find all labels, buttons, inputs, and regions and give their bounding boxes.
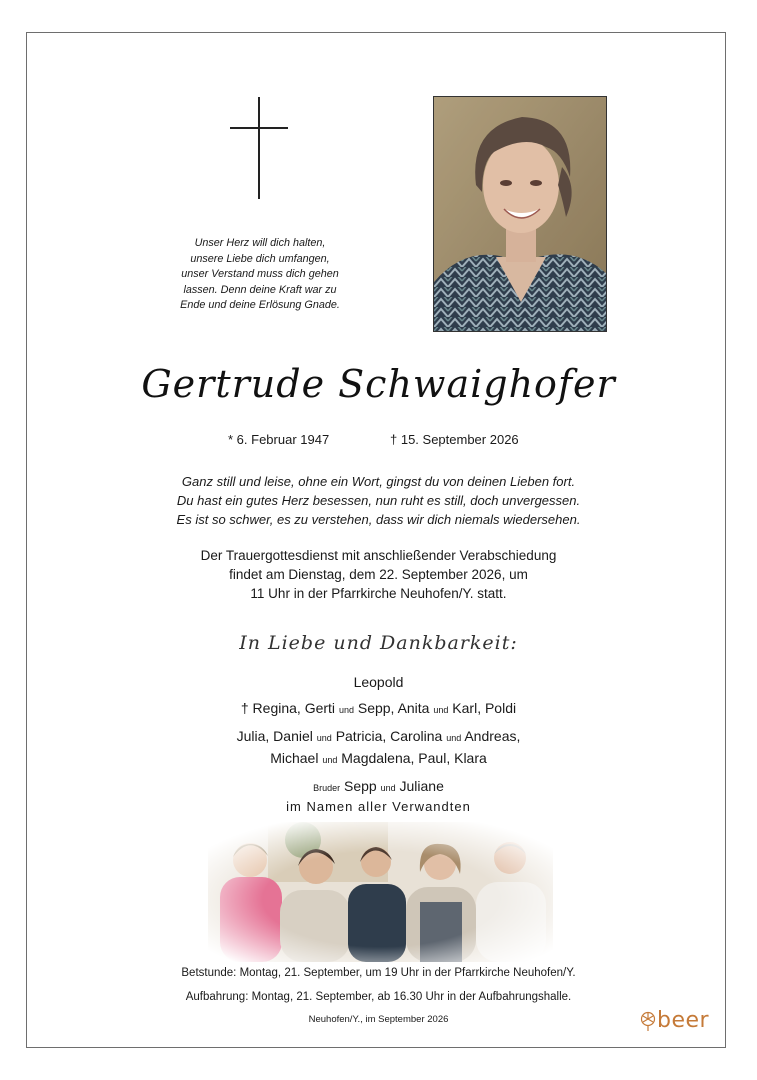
logo-text: beer: [657, 1008, 710, 1033]
service-line: Der Trauergottesdienst mit anschließender Verabschiedung: [200, 548, 557, 563]
death-date: † 15. September 2026: [390, 432, 519, 447]
mourners-list: [0, 672, 757, 798]
portrait-photo: [433, 96, 607, 332]
place-date: Neuhofen/Y., im September 2026: [308, 1014, 449, 1025]
poem: [0, 472, 757, 529]
service-line: findet am Dienstag, dem 22. September 2026, um: [229, 567, 528, 582]
note-prayer-hour: Betstunde: Montag, 21. September, um 19 Uhr in der Pfarrkirche Neuhofen/Y.: [181, 967, 576, 979]
mourner-line: † Regina, Gerti und Sepp, Anita und Karl, Poldi: [240, 700, 517, 716]
poem-line: Du hast ein gutes Herz besessen, nun ruht es still, doch unvergessen.: [176, 493, 581, 508]
verse-line: lassen. Denn deine Kraft war zu: [183, 283, 337, 296]
mourner-line: Michael und Magdalena, Paul, Klara: [270, 750, 487, 766]
note-laying-out: Aufbahrung: Montag, 21. September, ab 16.30 Uhr in der Aufbahrungshalle.: [185, 991, 572, 1003]
funeral-service-info: [0, 546, 757, 603]
verse-line: Unser Herz will dich halten,: [194, 237, 326, 249]
poem-line: Es ist so schwer, es zu verstehen, dass wir dich niemals wiedersehen.: [176, 512, 581, 527]
relatives-line: im Namen aller Verwandten: [286, 799, 471, 814]
mourner-spouse: Leopold: [353, 674, 404, 690]
verse-line: Ende und deine Erlösung Gnade.: [180, 299, 340, 311]
family-photo: [208, 822, 553, 962]
funeral-home-logo: [638, 1008, 718, 1034]
memorial-verse: [150, 236, 370, 314]
poem-line: Ganz still und leise, ohne ein Wort, gingst du von deinen Lieben fort.: [181, 474, 576, 489]
birth-date: * 6. Februar 1947: [228, 432, 330, 447]
service-line: 11 Uhr in der Pfarrkirche Neuhofen/Y. statt.: [250, 586, 507, 601]
notes: [0, 961, 757, 1009]
dandelion-icon: [638, 1011, 658, 1031]
cross-symbol: [230, 97, 288, 199]
deceased-name: Gertrude Schwaighofer: [141, 362, 616, 406]
mourner-line: Julia, Daniel und Patricia, Carolina und Andreas,: [236, 728, 521, 744]
verse-line: unsere Liebe dich umfangen,: [190, 252, 330, 265]
thanks-heading: In Liebe und Dankbarkeit:: [239, 632, 518, 654]
mourner-line: Bruder Sepp und Juliane: [313, 778, 444, 794]
verse-line: unser Verstand muss dich gehen: [181, 268, 339, 280]
